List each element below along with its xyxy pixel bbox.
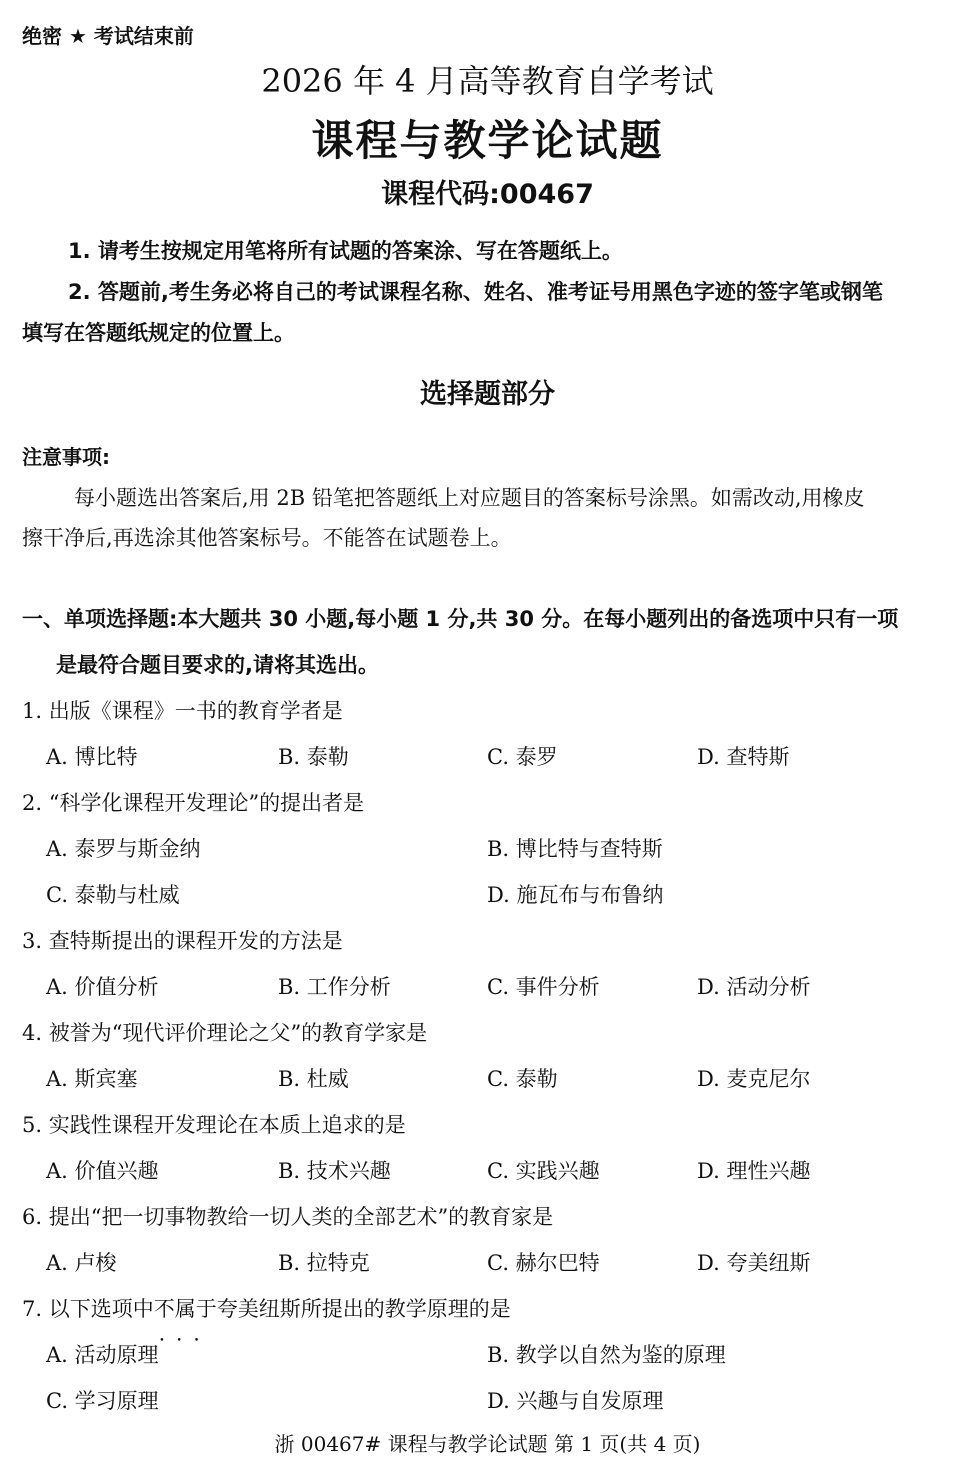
- option-b: B. 工作分析: [278, 975, 391, 999]
- option-c: C. 学习原理: [46, 1389, 159, 1413]
- attention-line-2: 擦干净后,再选涂其他答案标号。不能答在试题卷上。: [22, 526, 512, 550]
- notice-line-3: 填写在答题纸规定的位置上。: [22, 321, 295, 345]
- attention-label: 注意事项:: [22, 445, 110, 469]
- option-row: [22, 1240, 957, 1286]
- confidential-mark: 绝密 ★ 考试结束前: [22, 24, 194, 48]
- option-row: [22, 964, 957, 1010]
- option-row: [22, 734, 957, 780]
- question-stem: 1. 出版《课程》一书的教育学者是: [22, 699, 343, 723]
- option-row: [22, 1378, 957, 1424]
- option-d: D. 施瓦布与布鲁纳: [487, 883, 664, 907]
- notice-line-2: 2. 答题前,考生务必将自己的考试课程名称、姓名、准考证号用黑色字迹的签字笔或钢笔: [68, 280, 883, 304]
- attention-text: [22, 478, 957, 558]
- part-heading-line-2: 是最符合题目要求的,请将其选出。: [56, 653, 379, 677]
- option-b: B. 教学以自然为鉴的原理: [487, 1343, 726, 1367]
- emphasized-term: 不属于 •••: [154, 1286, 217, 1332]
- option-c: C. 赫尔巴特: [487, 1251, 600, 1275]
- attention-line-1: 每小题选出答案后,用 2B 铅笔把答题纸上对应题目的答案标号涂黑。如需改动,用橡皮: [74, 486, 865, 510]
- option-b: B. 技术兴趣: [278, 1159, 391, 1183]
- part-heading-line-1: 一、单项选择题:本大题共 30 小题,每小题 1 分,共 30 分。在每小题列出的备选项中只有一项: [22, 607, 899, 631]
- question-stem: 4. 被誉为“现代评价理论之父”的教育学家是: [22, 1021, 428, 1045]
- option-c: C. 泰罗: [487, 745, 558, 769]
- question-stem: 3. 查特斯提出的课程开发的方法是: [22, 929, 343, 953]
- option-c: C. 实践兴趣: [487, 1159, 600, 1183]
- option-d: D. 理性兴趣: [697, 1159, 811, 1183]
- option-row: [22, 1056, 957, 1102]
- notice-line-1: 1. 请考生按规定用笔将所有试题的答案涂、写在答题纸上。: [68, 239, 623, 263]
- course-code: 课程代码:00467: [381, 179, 594, 210]
- question-list: [22, 688, 957, 1424]
- option-row: [22, 872, 957, 918]
- option-a: A. 活动原理: [46, 1343, 159, 1367]
- option-a: A. 卢梭: [46, 1251, 117, 1275]
- option-a: A. 价值分析: [46, 975, 159, 999]
- option-a: A. 泰罗与斯金纳: [46, 837, 201, 861]
- option-b: B. 杜威: [278, 1067, 349, 1091]
- stem-part: 7. 以下选项中: [22, 1297, 154, 1321]
- part-heading: [22, 596, 957, 688]
- option-c: C. 泰勒与杜威: [46, 883, 180, 907]
- question-stem: 5. 实践性课程开发理论在本质上追求的是: [22, 1113, 406, 1137]
- notice-block: [22, 231, 957, 354]
- exam-title: 2026 年 4 月高等教育自学考试: [261, 62, 714, 100]
- option-c: C. 事件分析: [487, 975, 600, 999]
- option-d: D. 查特斯: [697, 745, 790, 769]
- option-b: B. 拉特克: [278, 1251, 370, 1275]
- option-b: B. 泰勒: [278, 745, 349, 769]
- option-a: A. 斯宾塞: [46, 1067, 138, 1091]
- section-title: 选择题部分: [420, 379, 555, 410]
- option-a: A. 博比特: [46, 745, 138, 769]
- option-row: [22, 1148, 957, 1194]
- option-a: A. 价值兴趣: [46, 1159, 159, 1183]
- stem-part: 夸美纽斯所提出的教学原理的是: [216, 1297, 511, 1321]
- page-footer: 浙 00467# 课程与教学论试题 第 1 页(共 4 页): [274, 1432, 701, 1456]
- option-row: [22, 1332, 957, 1378]
- question-stem: 2. “科学化课程开发理论”的提出者是: [22, 791, 365, 815]
- option-d: D. 兴趣与自发原理: [487, 1389, 664, 1413]
- option-d: D. 夸美纽斯: [697, 1251, 811, 1275]
- paper-title: 课程与教学论试题: [311, 116, 664, 165]
- option-d: D. 活动分析: [697, 975, 811, 999]
- option-row: [22, 826, 957, 872]
- option-c: C. 泰勒: [487, 1067, 558, 1091]
- question-stem: [22, 1286, 957, 1332]
- option-d: D. 麦克尼尔: [697, 1067, 811, 1091]
- option-b: B. 博比特与查特斯: [487, 837, 663, 861]
- question-stem: 6. 提出“把一切事物教给一切人类的全部艺术”的教育家是: [22, 1205, 554, 1229]
